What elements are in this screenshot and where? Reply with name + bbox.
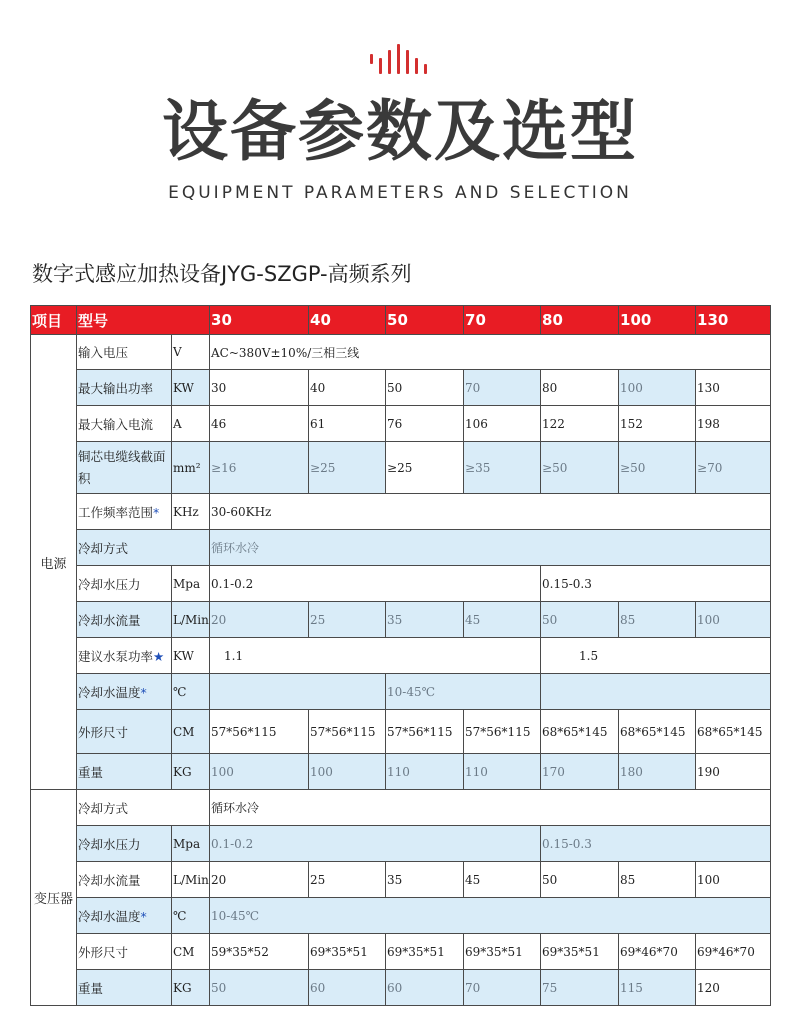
cell-value: ≥70	[696, 442, 771, 494]
cell-value: 170	[541, 754, 619, 790]
param-unit: V	[172, 335, 210, 370]
cell-value: 69*35*51	[541, 934, 619, 970]
spec-table	[30, 305, 771, 1006]
table-row	[31, 790, 771, 826]
cell-value: 106	[464, 406, 541, 442]
param-name: 建议水泵功率★	[77, 638, 172, 674]
header-model-value: 70	[464, 306, 541, 335]
header-model-value: 50	[386, 306, 464, 335]
param-value: 1.5	[541, 638, 771, 674]
cell-value: 130	[696, 370, 771, 406]
cell-value: 30	[210, 370, 309, 406]
param-value: 30-60KHz	[210, 494, 771, 530]
group-label-power: 电源	[31, 335, 77, 790]
cell-value: 110	[464, 754, 541, 790]
cell-value: 198	[696, 406, 771, 442]
cell-value: 40	[309, 370, 386, 406]
cell-value: 190	[696, 754, 771, 790]
header-model: 型号	[77, 306, 210, 335]
cell-value: 122	[541, 406, 619, 442]
cell-value: 57*56*115	[309, 710, 386, 754]
cell-value: 35	[386, 602, 464, 638]
table-row	[31, 826, 771, 862]
param-unit: KG	[172, 970, 210, 1006]
table-header-row	[31, 306, 771, 335]
cell-value: 76	[386, 406, 464, 442]
cell-value: 69*35*51	[386, 934, 464, 970]
param-name: 外形尺寸	[77, 934, 172, 970]
cell-value: 50	[386, 370, 464, 406]
cell-value: 120	[696, 970, 771, 1006]
cell-value: 69*35*51	[309, 934, 386, 970]
cell-value: 70	[464, 970, 541, 1006]
cell-value: 25	[309, 602, 386, 638]
cell-value: ≥35	[464, 442, 541, 494]
param-value: 0.15-0.3	[541, 826, 771, 862]
param-value: 10-45℃	[386, 674, 541, 710]
table-row	[31, 370, 771, 406]
cell-value: 45	[464, 862, 541, 898]
cell-value: 115	[619, 970, 696, 1006]
cell-value: ≥16	[210, 442, 309, 494]
param-unit: L/Min	[172, 862, 210, 898]
cell-value: 100	[309, 754, 386, 790]
param-unit: A	[172, 406, 210, 442]
cell-value: 100	[696, 602, 771, 638]
table-row	[31, 335, 771, 370]
cell-value: ≥25	[386, 442, 464, 494]
table-row	[31, 602, 771, 638]
cell-value: 152	[619, 406, 696, 442]
param-unit: ℃	[172, 898, 210, 934]
param-name: 冷却水压力	[77, 566, 172, 602]
page-subtitle: EQUIPMENT PARAMETERS AND SELECTION	[168, 183, 632, 203]
cell-value: 20	[210, 602, 309, 638]
cell-value: 110	[386, 754, 464, 790]
param-value: 循环水冷	[210, 530, 771, 566]
cell-value: 180	[619, 754, 696, 790]
param-unit: KG	[172, 754, 210, 790]
star-icon: ★	[153, 648, 165, 664]
cell-value: ≥50	[619, 442, 696, 494]
param-name: 铜芯电缆线截面积	[77, 442, 172, 494]
cell-value: 69*35*51	[464, 934, 541, 970]
asterisk-mark: *	[140, 684, 147, 700]
param-value: 0.15-0.3	[541, 566, 771, 602]
cell-value: 57*56*115	[210, 710, 309, 754]
cell-value: 100	[210, 754, 309, 790]
param-unit: CM	[172, 710, 210, 754]
cell-value: 57*56*115	[464, 710, 541, 754]
table-row	[31, 754, 771, 790]
table-row	[31, 862, 771, 898]
cell-value: 50	[541, 602, 619, 638]
cell-value: 68*65*145	[696, 710, 771, 754]
empty-cell	[541, 674, 771, 710]
cell-value: 20	[210, 862, 309, 898]
cell-value: ≥50	[541, 442, 619, 494]
table-row	[31, 970, 771, 1006]
param-name: 外形尺寸	[77, 710, 172, 754]
header-model-value: 80	[541, 306, 619, 335]
param-value: 10-45℃	[210, 898, 771, 934]
param-name: 冷却水温度*	[77, 898, 172, 934]
param-unit: KHz	[172, 494, 210, 530]
table-row	[31, 934, 771, 970]
param-value: 0.1-0.2	[210, 826, 541, 862]
param-unit: KW	[172, 370, 210, 406]
asterisk-mark: *	[140, 908, 147, 924]
param-unit: Mpa	[172, 826, 210, 862]
table-row	[31, 442, 771, 494]
empty-cell	[210, 674, 386, 710]
cell-value: 50	[210, 970, 309, 1006]
param-value: 循环水冷	[210, 790, 771, 826]
param-name: 工作频率范围*	[77, 494, 172, 530]
param-unit: CM	[172, 934, 210, 970]
cell-value: 100	[619, 370, 696, 406]
table-row	[31, 674, 771, 710]
param-name: 冷却方式	[77, 530, 210, 566]
param-name: 最大输入电流	[77, 406, 172, 442]
header-item: 项目	[31, 306, 77, 335]
cell-value: 70	[464, 370, 541, 406]
group-label-transformer: 变压器	[31, 790, 77, 1006]
param-name: 冷却水温度*	[77, 674, 172, 710]
param-name: 冷却水压力	[77, 826, 172, 862]
param-unit: ℃	[172, 674, 210, 710]
cell-value: 68*65*145	[541, 710, 619, 754]
cell-value: ≥25	[309, 442, 386, 494]
table-row	[31, 898, 771, 934]
param-name: 输入电压	[77, 335, 172, 370]
table-row	[31, 638, 771, 674]
param-unit: Mpa	[172, 566, 210, 602]
cell-value: 61	[309, 406, 386, 442]
table-row	[31, 566, 771, 602]
cell-value: 35	[386, 862, 464, 898]
header-model-value: 130	[696, 306, 771, 335]
param-name: 最大输出功率	[77, 370, 172, 406]
param-unit: mm²	[172, 442, 210, 494]
cell-value: 100	[696, 862, 771, 898]
decorative-bars-icon	[368, 44, 432, 74]
cell-value: 85	[619, 602, 696, 638]
section-title: 数字式感应加热设备JYG-SZGP-高频系列	[32, 262, 412, 286]
cell-value: 60	[309, 970, 386, 1006]
table-row	[31, 406, 771, 442]
param-unit: L/Min	[172, 602, 210, 638]
cell-value: 59*35*52	[210, 934, 309, 970]
table-row	[31, 494, 771, 530]
param-name: 冷却水流量	[77, 862, 172, 898]
param-name: 重量	[77, 754, 172, 790]
param-value: 0.1-0.2	[210, 566, 541, 602]
param-unit: KW	[172, 638, 210, 674]
cell-value: 25	[309, 862, 386, 898]
param-name: 冷却方式	[77, 790, 210, 826]
cell-value: 80	[541, 370, 619, 406]
table-row	[31, 710, 771, 754]
cell-value: 60	[386, 970, 464, 1006]
cell-value: 69*46*70	[619, 934, 696, 970]
table-row	[31, 530, 771, 566]
cell-value: 57*56*115	[386, 710, 464, 754]
cell-value: 68*65*145	[619, 710, 696, 754]
cell-value: 75	[541, 970, 619, 1006]
header-model-value: 40	[309, 306, 386, 335]
param-value: 1.1	[210, 638, 541, 674]
header-model-value: 100	[619, 306, 696, 335]
cell-value: 46	[210, 406, 309, 442]
page-title: 设备参数及选型	[162, 93, 638, 170]
cell-value: 50	[541, 862, 619, 898]
header-model-value: 30	[210, 306, 309, 335]
param-value: AC~380V±10%/三相三线	[210, 335, 771, 370]
asterisk-mark: *	[153, 504, 160, 520]
cell-value: 69*46*70	[696, 934, 771, 970]
cell-value: 45	[464, 602, 541, 638]
param-name: 冷却水流量	[77, 602, 172, 638]
param-name: 重量	[77, 970, 172, 1006]
cell-value: 85	[619, 862, 696, 898]
